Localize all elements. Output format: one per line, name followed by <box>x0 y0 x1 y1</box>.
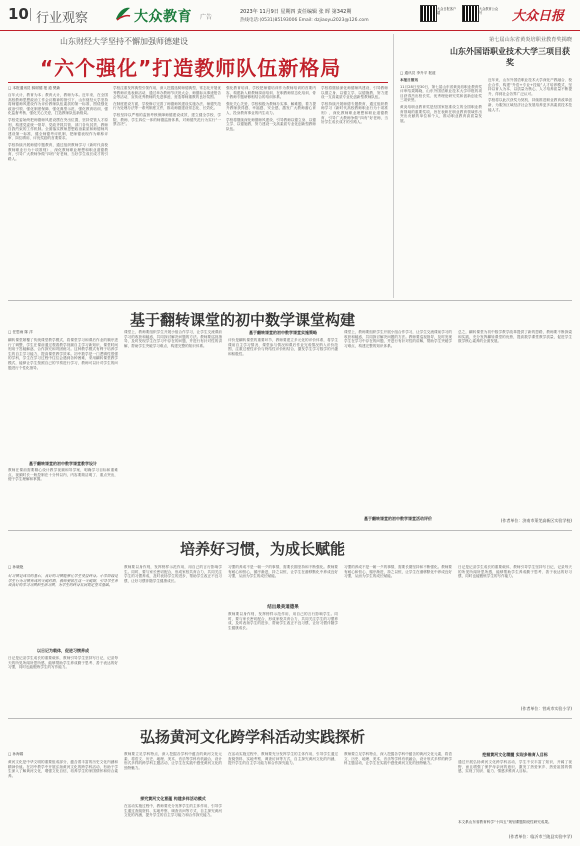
sidebar-col1: 本报日照讯 11月28日至30日，第七届山东省黄炎培职业教育奖评审结果揭晓，山东外国语职业技术大学申报的项目获得杰出校长奖、优秀理论研究奖和创新创业奖三项荣誉。 黄炎培职业教育奖是经国家批准设立的全国职业教育领域的重要奖项，旨在表彰在职业教育领域作出突出贡献的单位和个人，推动职业教育高质量发展。 <box>400 78 482 123</box>
article4-author-unit: (作者单位：临沂市兰陵县实验中学) <box>508 834 572 839</box>
section-rule <box>8 718 572 719</box>
article4-col1: 黄河文化是中华文明的重要组成部分，蕴含着丰富的历史文化内涵和精神价值。在初中教学中开展弘扬黄河文化的跨学科活动，有助于学生深入了解黄河文化，增强文化自信，培养学生的家国情怀和综合素养。 <box>8 760 118 778</box>
article4-subhead: 探究黄河文化意蕴 构建多样活动模式 <box>140 796 206 801</box>
title-rule <box>8 82 388 83</box>
contact-line: 热线电话:(0531)85193006 Email: dzjiaoyu2023@126.com <box>240 18 369 23</box>
qr-code-icon <box>462 5 479 22</box>
article2-col1b: 教师在课前需要精心设计教学视频和导学案，明确学习目标和重难点，视频时长一般控制在十分钟以内，内容要简洁明了、重点突出，便于学生理解和掌握。 <box>8 468 118 482</box>
article1-byline: □ 本报通讯员 薛树德 报 道 樊新 <box>8 86 61 90</box>
article3-col5: 日记是记录学生成长的重要载体，教师引导学生坚持写日记，记录每天的所见所闻所思所感，能够帮助学生养成勤于思考、善于表达的好习惯，同时也能锻炼学生的写作能力。 <box>458 565 572 579</box>
article3-intro: 好习惯是成功的基石，良好的习惯能够让学生受益终身。小学阶段是学生行为习惯养成的关键时期，教师要抓住这一关键期，引导学生养成良好的学习习惯和生活习惯，为学生的终身发展奠定坚实基础。 <box>8 574 118 588</box>
article3-title: 培养好习惯，为成长赋能 <box>180 540 346 558</box>
article3-col3a: 习惯的养成不是一朝一夕的事情，需要长期坚持和不断强化。教师要有耐心和恒心，循序渐进，持之以恒，让学生在潜移默化中养成良好习惯，从而为学生的成长赋能。 <box>228 565 338 579</box>
article1-col2: 学校注重发挥典型引领作用，深入挖掘选树师德典型，常态化开展优秀教师评选表彰活动，通过举办教师节庆祝大会、师德标兵事迹报告会等活动，宣传优秀教师的先进事迹，营造尊师重教的良好氛围。 在制度建设方面，学校修订完善了师德师风建设实施办法、师德失范行为处理办法等一系列制度文件，推动师德建设常态化、长效化。 学校坚持以严格的监督考核保障师德建设成效，建立健全学校、学院、教师、学生四位一体的师德监督体系，对师德失范行为实行“一票否决”。 <box>113 86 221 127</box>
article4-col2a: 教师要立足学科特点，深入挖掘各学科中蕴含的黄河文化元素，将语文、历史、地理、美术、音乐等学科有机融合，设计形式多样的跨学科主题活动，让学生在实践中感受黄河文化的独特魅力。 <box>124 752 222 770</box>
article4-col3: 在活动实施过程中，教师要充分发挥学生的主体作用，引导学生通过查阅资料、实地考察、调查访问等方式，自主探究黄河文化的内涵，提升学生的自主学习能力和合作探究能力。 <box>228 752 338 766</box>
ad-tag: 广告 <box>200 14 213 21</box>
article4-col4: 教师要立足学科特点，深入挖掘各学科中蕴含的黄河文化元素，将语文、历史、地理、美术、音乐等学科有机融合，设计形式多样的跨学科主题活动，让学生在实践中感受黄河文化的独特魅力。 <box>344 752 452 766</box>
paper-logo: 大众日报 <box>512 9 565 24</box>
qr-label: 大众日报客户端 <box>437 7 457 15</box>
article3-author-unit: (作者单位：营成市实验小学) <box>520 706 572 711</box>
page-number: 10 <box>8 5 29 23</box>
sidebar-title: 山东外国语职业技术大学三项目获奖 <box>450 47 570 67</box>
article2-col1: 翻转课堂颠覆了传统课堂教学模式，将课堂学习和课后作业的顺序进行了调整，学生在课前通过观看教学视频自主学习新知识，课堂时间则用于答疑解惑、合作探究和巩固练习。这种教学模式有利于培养学生的自主学习能力，提高课堂教学效率。初中数学是一门逻辑性很强的学科，学生在学习过程中往往会遇到各种困难，采用翻转课堂教学模式，能够让学生按照自己的节奏进行学习，教师可以针对学生的问题进行个性化指导。 <box>8 338 118 370</box>
article1-col3: 强化教育培训，学校把师德培训作为教师培训的首要内容，构建新入职教师岗前培训、在职教师常态化培训、骨干教师专题研修相结合的培训体系。 强化关心关爱，学校积极为教师办实事、解难题，着力提升教师获得感、幸福感、安全感，激发广大教师潜心育人、投身教育事业的内生动力。 学校将继续深化师德师风建设，引导教师以德立身、以德立学、以德施教，努力建设一支高素质专业化创新型教师队伍。 <box>226 86 316 131</box>
divider <box>30 8 31 21</box>
article4-subhead: 挖掘黄河文化精髓 实现多维育人目标 <box>482 752 548 757</box>
article3-subhead: 以日记为载体，促进习惯养成 <box>37 648 89 653</box>
date-line: 2023年 11月9日 星期四 责任编辑 张 晖 第342期 <box>240 9 352 15</box>
article2-byline: □ 任思雨 陈 洋 <box>8 330 33 334</box>
article1-kicker: 山东财经大学坚持不懈加强师德建设 <box>60 37 188 46</box>
article4-col2b: 在活动实施过程中，教师要充分发挥学生的主体作用，引导学生通过查阅资料、实地考察、调查访问等方式，自主探究黄河文化的内涵，提升学生的自主学习能力和合作探究能力。 <box>124 804 222 818</box>
article2-col2: 课堂上，教师要组织学生开展小组合作学习，让学生交流课前学习的收获和疑惑，共同探讨解决问题的方法。教师要巡视指导，及时发现学生在学习中存在的问题，并进行有针对性的讲解，帮助学生突破学习难点，构建完整的知识体系。 <box>124 330 222 348</box>
article1-col1: 百年大计，教育为本；教育大计，教师为本。近年来，在全国高校教师思想政治工作会议精神的指引下，山东财经大学坚持将师德师风建设作为评价教师队伍素质的第一标准，围绕强化政治引领、强化制度保障、强化典型示范、强化教育培训、强化监督考核、强化关心关爱，打造教师队伍新格局。 学校党委始终把师德师风建设摆在突出位置，坚持党管人才原则，构建党委统一领导、党政齐抓共管、部门各负其责、教师自我约束的工作机制。全面落实教师思想政治素质和师德师风建设第一标准，健全师德考评机制，把师德表现作为职称评审、岗位聘用、评优奖励的首要要求。 学校持续开展师德专题教育，通过组织教师学习《新时代高校教师职业行为十项准则》，深化教师职业理想和职业道德教育，引导广大教师争做“四有”好老师，当好学生成长成才的引路人。 <box>8 93 108 161</box>
article3-byline: □ 孙晓艳 <box>8 565 24 569</box>
article2-col4: 课堂上，教师要组织学生开展小组合作学习，让学生交流课前学习的收获和疑惑，共同探讨解决问题的方法。教师要巡视指导，及时发现学生在学习中存在的问题，并进行有针对性的讲解，帮助学生突破学习难点，构建完整的知识体系。 <box>344 330 452 348</box>
article1-col4: 学校将继续深化师德师风建设，引导教师以德立身、以德立学、以德施教，努力建设一支高素质专业化创新型教师队伍。 学校持续开展师德专题教育，通过组织教师学习《新时代高校教师职业行为十项准则》，深化教师职业理想和职业道德教育，引导广大教师争做“四有”好老师，当好学生成长成才的引路人。 <box>321 86 388 125</box>
sidebar-kicker: 第七届山东省黄炎培职业教育奖揭晓 <box>488 37 572 43</box>
article2-subhead: 基于翻转课堂的初中数学课堂活动评价 <box>364 516 432 521</box>
article4-byline: □ 孙海娟 <box>8 752 24 756</box>
article3-col4: 习惯的养成不是一朝一夕的事情，需要长期坚持和不断强化。教师要有耐心和恒心，循序渐进，持之以恒，让学生在潜移默化中养成良好习惯，从而为学生的成长赋能。 <box>344 565 452 579</box>
article4-title: 弘扬黄河文化跨学科活动实践探析 <box>140 728 366 746</box>
article3-col1b: 日记是记录学生成长的重要载体，教师引导学生坚持写日记，记录每天的所见所闻所思所感，能够帮助学生养成勤于思考、善于表达的好习惯，同时也能锻炼学生的写作能力。 <box>8 656 118 670</box>
brand-name: 大众教育 <box>134 9 192 25</box>
qr-code-icon <box>420 5 437 22</box>
sidebar-byline: □ 通讯员 李升平 报道 <box>400 71 436 75</box>
article2-subhead: 基于翻转课堂的初中数学课堂实施策略 <box>249 330 317 335</box>
article4-note: 本文系山东省教育科学“十四五”规划课题阶段性研究成果。 <box>458 820 552 824</box>
article2-col3: 评价是翻转课堂的重要环节，教师要建立多元化的评价体系，将学生课前自主学习情况、课堂参与情况和课后作业完成情况纳入评价范围，注重过程性评价与终结性评价相结合，激发学生学习数学的兴趣和积极性。 <box>228 338 338 356</box>
sidebar-col2: 近年来，山东外国语职业技术大学深化产教融合、校企合作，构建“外语+专业+技能”人才培养模式，坚持以育人为本、以质量为核心，人才培养质量不断提升，得到社会各界广泛认可。 学校将以此次获奖为契机，持续推进职业教育改革创新，为服务区域经济社会发展培养更多高素质技术技能人才。 <box>488 78 572 112</box>
article2-title: 基于翻转课堂的初中数学课堂构建 <box>130 311 356 329</box>
article3-subhead: 结出最美道德果 <box>267 605 299 610</box>
section-rule <box>8 530 572 531</box>
section-rule <box>8 300 572 301</box>
article2-col5: 总之，翻转课堂为初中数学教学改革提供了新的思路，教师要不断探索和实践，充分发挥翻转课堂的优势，提高数学课堂教学质量，促进学生数学核心素养的全面发展。 <box>458 330 572 344</box>
article2-author-unit: (作者单位：济南市莱芜高新区实验学校) <box>500 518 572 523</box>
article1-title: “六个强化”打造教师队伍新格局 <box>40 56 342 80</box>
masthead <box>0 0 580 31</box>
article3-col2: 教师要以身作则，发挥榜样示范作用，用自己的言行影响学生。同时，要与家长密切配合，形成家校共育合力，共同关注学生的习惯养成，及时表扬学生的进步，帮助学生改正不良习惯，让好习惯伴随学生健康成长。 <box>124 565 222 583</box>
qr-label: 大众教育公众号 <box>479 7 499 15</box>
brand-logo-icon <box>114 5 132 23</box>
article2-subhead: 基于翻转课堂的初中数学课堂教学设计 <box>29 461 97 466</box>
article3-col3b: 教师要以身作则，发挥榜样示范作用，用自己的言行影响学生。同时，要与家长密切配合，形成家校共育合力，共同关注学生的习惯养成，及时表扬学生的进步，帮助学生改正不良习惯，让好习惯伴随学生健康成长。 <box>228 612 338 630</box>
section-name: 行业观察 <box>36 11 89 26</box>
column-divider <box>393 34 394 298</box>
article4-col5: 通过开展弘扬黄河文化跨学科活动，学生不仅丰富了知识，开阔了视野，而且增强了保护母亲河的意识，激发了热爱家乡、热爱祖国的情感，实现了知识、能力、情感多维育人目标。 <box>458 760 572 774</box>
